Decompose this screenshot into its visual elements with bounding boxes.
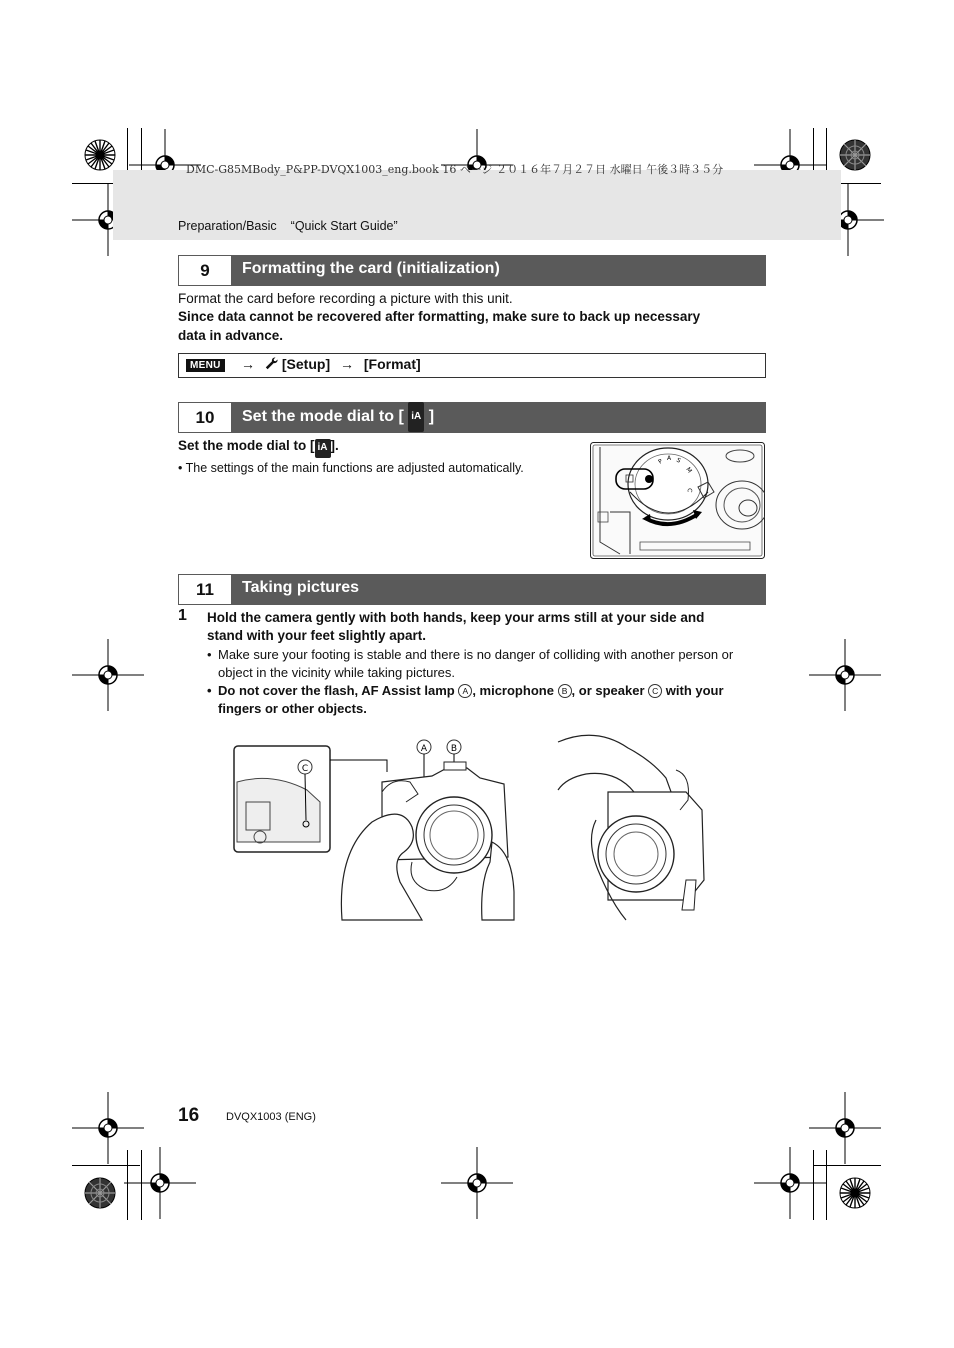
- format-label: [Format]: [363, 356, 421, 372]
- section-10-bullet: • The settings of the main functions are adjusted automatically.: [178, 461, 524, 475]
- step-number: 1: [178, 607, 187, 624]
- bullet-2-line1: Do not cover the flash, AF Assist lamp A , microphone B , or speaker C with your: [218, 683, 724, 698]
- arrow-icon: →: [241, 356, 255, 372]
- section-number: 11: [178, 574, 232, 605]
- page-number: 16: [178, 1105, 200, 1126]
- label-c-icon: C: [648, 684, 662, 698]
- label-c-icon: C: [301, 764, 309, 774]
- print-file-info: DMC-G85MBody_P&PP-DVQX1003_eng.book 16 ページ ２０１６年７月２７日 水曜日 午後３時３５分: [186, 163, 724, 176]
- section-title: Formatting the card (initialization): [242, 260, 500, 277]
- section-9-warning-line2: data in advance.: [178, 328, 284, 343]
- dial-label: P: [657, 457, 665, 466]
- camera-grip-front-illustration: [232, 732, 522, 922]
- section-9-warning-line1: Since data cannot be recovered after formatting, make sure to back up necessary: [178, 309, 701, 324]
- section-title: Taking pictures: [242, 579, 360, 596]
- dial-label: A: [667, 455, 672, 462]
- bullet-1-line2: object in the vicinity while taking pictures.: [218, 665, 456, 680]
- intelligent-auto-icon: iA: [315, 439, 331, 458]
- step-1-line2: stand with your feet slightly apart.: [207, 628, 427, 643]
- menu-path: [235, 356, 421, 372]
- step-1-line1: Hold the camera gently with both hands, keep your arms still at your side and: [207, 610, 705, 625]
- intelligent-auto-icon: iA: [408, 402, 424, 432]
- label-a-icon: A: [420, 744, 428, 754]
- bullet-mark: •: [207, 683, 212, 698]
- section-9-header: [178, 255, 766, 286]
- menu-button-icon: MENU: [186, 359, 225, 372]
- label-b-icon: B: [558, 684, 572, 698]
- dial-label: S: [675, 456, 682, 465]
- bullet-2-line2: fingers or other objects.: [218, 701, 367, 716]
- section-9-intro: Format the card before recording a picture with this unit.: [178, 291, 513, 306]
- dial-label: C: [685, 487, 693, 493]
- bullet-mark: •: [207, 647, 212, 662]
- bullet-1-line1: Make sure your footing is stable and there is no danger of colliding with another person or: [218, 647, 734, 662]
- dial-label: M: [684, 466, 694, 475]
- menu-path-box: [178, 353, 766, 378]
- label-a-icon: A: [458, 684, 472, 698]
- section-number: 9: [178, 255, 232, 286]
- wrench-icon: [265, 357, 278, 370]
- breadcrumb-guide: “Quick Start Guide”: [290, 219, 398, 233]
- setup-label: [Setup]: [281, 356, 331, 372]
- section-title: Set the mode dial to [ iA ]: [242, 402, 434, 432]
- document-code: DVQX1003 (ENG): [226, 1111, 316, 1123]
- label-b-icon: B: [450, 744, 458, 754]
- section-10-instruction: Set the mode dial to [ iA ].: [178, 437, 339, 458]
- section-10-header: [178, 402, 766, 433]
- section-11-header: [178, 574, 766, 605]
- camera-grip-side-illustration: [556, 730, 708, 922]
- section-number: 10: [178, 402, 232, 433]
- breadcrumb-section: Preparation/Basic: [178, 219, 277, 233]
- breadcrumb: [178, 219, 398, 233]
- mode-dial-illustration: [590, 442, 765, 559]
- arrow-icon: →: [340, 356, 354, 372]
